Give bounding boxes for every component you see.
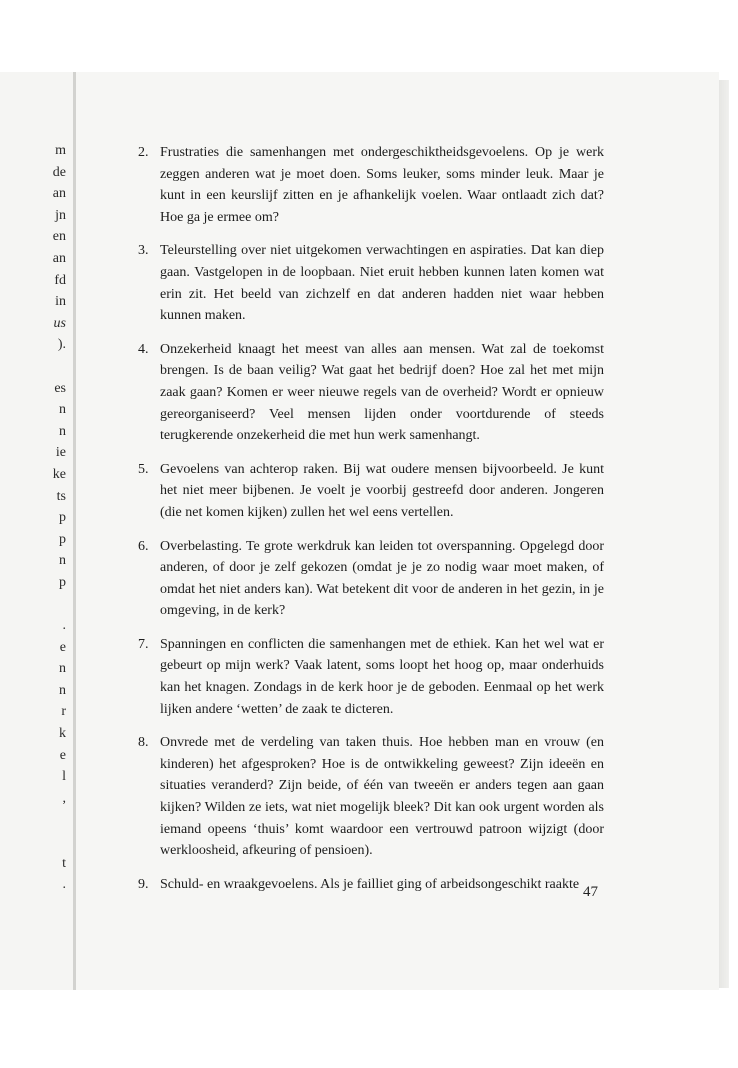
left-page-fragment: l bbox=[62, 769, 66, 785]
left-page-fragment: us bbox=[53, 315, 66, 331]
left-page-fragment: r bbox=[61, 704, 66, 720]
left-page-fragment bbox=[0, 356, 66, 378]
left-page-fragment bbox=[0, 809, 66, 831]
left-page-fragment: ). bbox=[57, 337, 66, 353]
list-item-text: Onzekerheid knaagt het meest van alles aan mensen. Wat zal de toekomst brengen. Is de baan veilig? Wat gaat het bedrijf doen? Hoe zal het met mijn zaak gaan? Komen er weer nieuwe regels van de overheid? Wordt er opnieuw gereorganiseerd? Veel mensen lijden onder voortdurende of steeds terugkerende onzekerheid die met hun werk samenhangt. bbox=[160, 341, 604, 444]
left-page-fragment: p bbox=[59, 574, 66, 590]
list-item-number: 4. bbox=[138, 341, 149, 357]
list-item-text: Gevoelens van achterop raken. Bij wat oudere mensen bijvoorbeeld. Je kunt het niet meer bijbenen. Je voelt je voorbij gestreefd door anderen. Jongeren (die net komen kijken) zullen het wel eens vertellen. bbox=[160, 461, 604, 520]
left-page-fragment: p bbox=[59, 531, 66, 547]
page-number: 47 bbox=[583, 884, 598, 900]
left-page-fragment: , bbox=[62, 790, 66, 806]
list-item-text: Schuld- en wraakgevoelens. Als je failliet ging of arbeidsongeschikt raakte bbox=[160, 876, 580, 892]
list-item-number: 7. bbox=[138, 636, 149, 652]
list-item-number: 8. bbox=[138, 735, 149, 751]
left-page-fragment: an bbox=[52, 250, 66, 266]
left-page-fragment: jn bbox=[55, 207, 66, 223]
list-item-text: Teleurstelling over niet uitgekomen verwachtingen en aspiraties. Dat kan diep gaan. Vastgelopen in de loopbaan. Niet eruit hebben kunnen laten komen wat erin zit. Het beeld van zichzelf en dat anderen hadden niet waar hebben kunnen maken. bbox=[160, 243, 604, 324]
list-item bbox=[138, 459, 604, 524]
left-page-fragment: k bbox=[59, 726, 66, 742]
left-page-fragment: n bbox=[59, 423, 66, 439]
list-item bbox=[138, 142, 604, 228]
left-page-fragment: t bbox=[62, 855, 66, 871]
page-edge bbox=[719, 80, 729, 988]
list-item bbox=[138, 874, 604, 896]
left-page-fragment: n bbox=[59, 682, 66, 698]
list-item-text: Spanningen en conflicten die samenhangen met de ethiek. Kan het wel wat er gebeurt op mijn werk? Vaak latent, soms loopt het hoog op, maar onderhuids kan het knagen. Zondags in de kerk hoor je de geboden. Eenmaal op het werk lijken andere ‘wetten’ de zaak te dicteren. bbox=[160, 636, 604, 717]
left-page-fragment: de bbox=[52, 164, 66, 180]
left-page-fragment bbox=[0, 831, 66, 853]
left-page-fragment: an bbox=[52, 186, 66, 202]
left-page-fragment: es bbox=[54, 380, 66, 396]
list-item bbox=[138, 634, 604, 720]
left-page-fragment: n bbox=[59, 402, 66, 418]
list-item-number: 3. bbox=[138, 243, 149, 259]
list-item-text: Onvrede met de verdeling van taken thuis. Hoe hebben man en vrouw (en kinderen) het afgesproken? Hoe is de ontwikkeling geweest? Zijn ideeën en situaties veranderd? Zijn beide, of één van tweeën er anders tegen aan gaan kijken? Wilden ze iets, wat niet mogelijk bleek? Dit kan ook urgent worden als iemand opeens ‘thuis’ komt waardoor een vertrouwd patroon wijzigt (door werkloosheid, afkeuring of pensioen). bbox=[160, 735, 604, 859]
left-page-fragment bbox=[0, 593, 66, 615]
left-page-fragment: in bbox=[55, 294, 66, 310]
left-page-fragment: ts bbox=[56, 488, 66, 504]
left-page-fragment: n bbox=[59, 553, 66, 569]
list-item-text: Frustraties die samenhangen met ondergeschiktheidsgevoelens. Op je werk zeggen anderen wat je moet doen. Soms leuker, soms minder leuk. Maar je kunt in een keurslijf zitten en je afhankelijk voelen. Waar ontlaadt zich dat? Hoe ga je ermee om? bbox=[160, 145, 604, 225]
list-item-number: 9. bbox=[138, 876, 149, 892]
list-item-number: 5. bbox=[138, 461, 149, 477]
left-page-fragment: en bbox=[52, 229, 66, 245]
left-page-fragment: p bbox=[59, 510, 66, 526]
left-page-fragment: e bbox=[59, 747, 66, 763]
left-page-fragment: ie bbox=[55, 445, 66, 461]
list-item bbox=[138, 732, 604, 862]
list-item bbox=[138, 536, 604, 622]
numbered-list bbox=[138, 142, 604, 907]
left-page-fragment: e bbox=[59, 639, 66, 655]
left-page-fragment: fd bbox=[54, 272, 66, 288]
left-page-fragment: m bbox=[55, 143, 66, 158]
left-page-fragment: . bbox=[62, 618, 66, 634]
list-item-text: Overbelasting. Te grote werkdruk kan leiden tot overspanning. Opgelegd door anderen, of door je zelf gekozen (omdat je je zo nodig waar moet maken, of omdat het niet anders kan). Wat betekent dit voor de anderen in het gezin, in je omgeving, in de kerk? bbox=[160, 538, 604, 619]
list-item-number: 6. bbox=[138, 538, 149, 554]
left-page-fragment: ke bbox=[52, 466, 66, 482]
list-item bbox=[138, 240, 604, 326]
previous-page-text-fragments bbox=[0, 140, 66, 896]
left-page-fragment: n bbox=[59, 661, 66, 677]
left-page-fragment: . bbox=[62, 877, 66, 893]
list-item-number: 2. bbox=[138, 145, 149, 160]
list-item bbox=[138, 339, 604, 447]
